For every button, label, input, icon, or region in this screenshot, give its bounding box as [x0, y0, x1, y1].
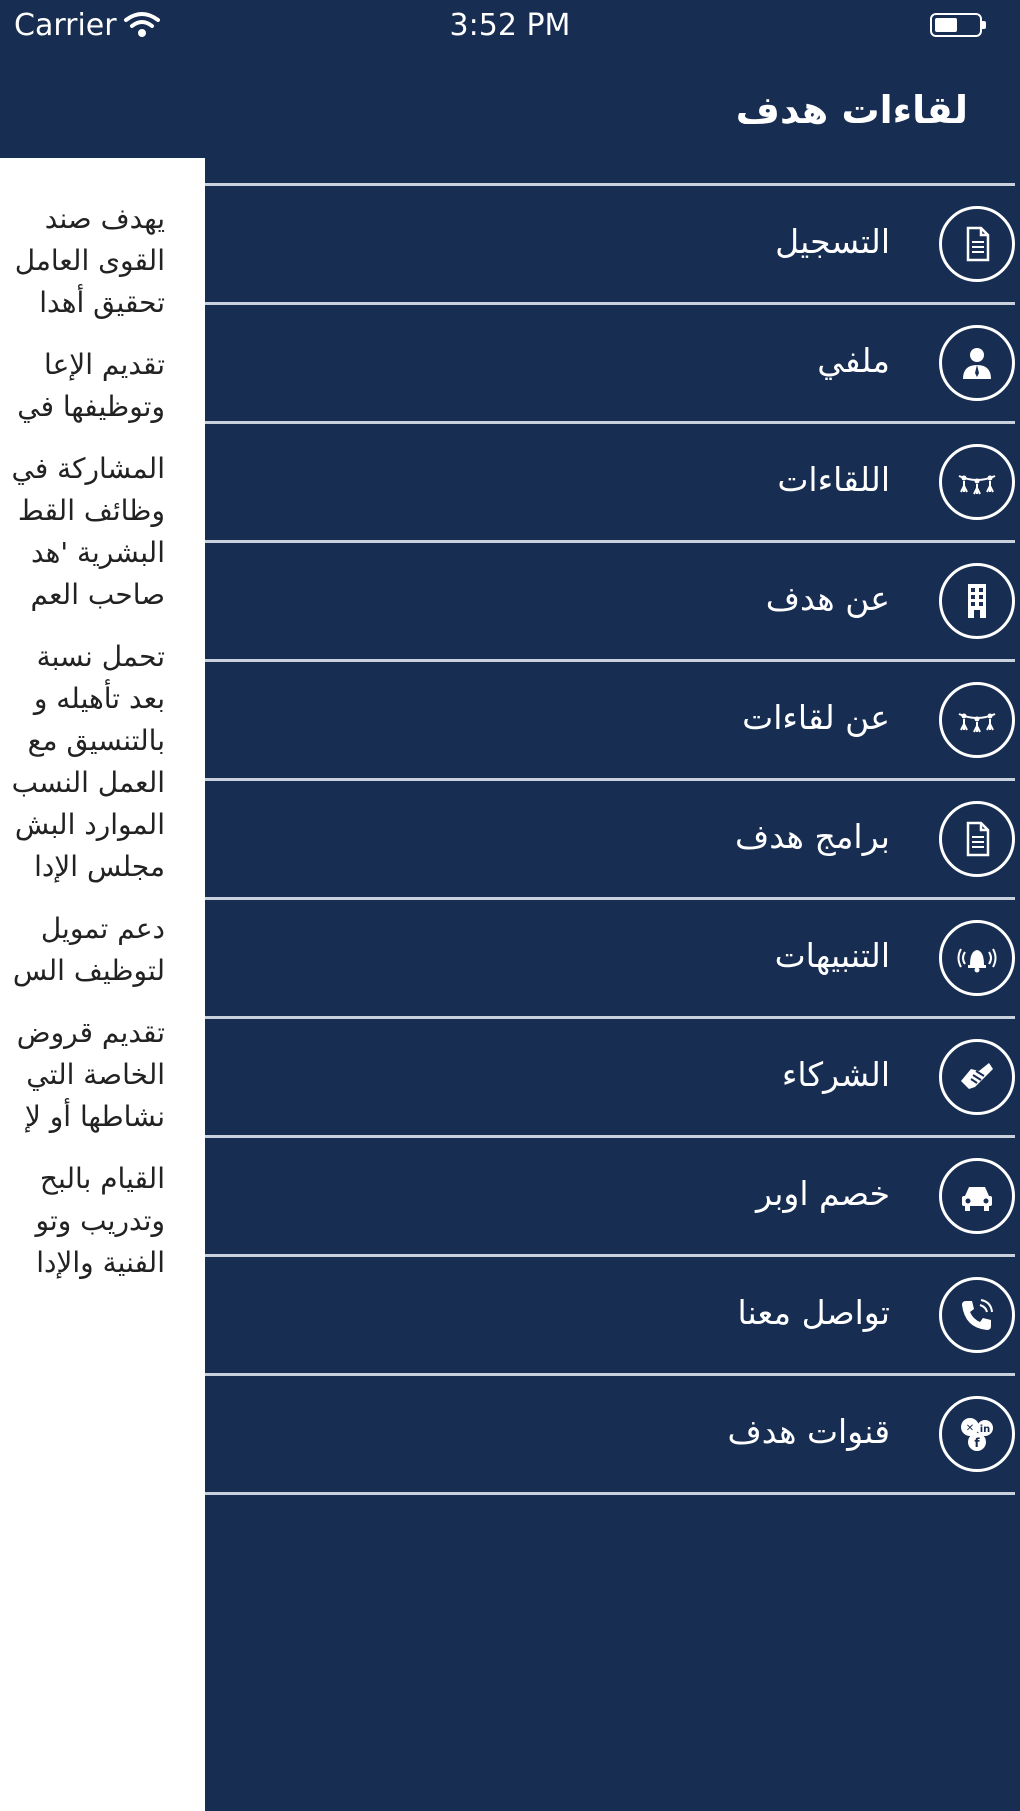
document-icon — [939, 801, 1015, 877]
svg-text:✕: ✕ — [965, 1423, 975, 1434]
content-paragraph — [0, 448, 165, 616]
menu-title — [205, 80, 1015, 160]
phone-icon — [939, 1277, 1015, 1353]
people-icon — [939, 444, 1015, 520]
content-line: تقديم قروض — [16, 1016, 165, 1049]
building-icon — [939, 563, 1015, 639]
menu-item[interactable] — [205, 1019, 1015, 1138]
carrier-label: Carrier — [14, 8, 117, 43]
menu-item[interactable] — [205, 1257, 1015, 1376]
content-paragraph — [0, 344, 165, 428]
menu-item[interactable] — [205, 900, 1015, 1019]
content-paragraph — [0, 908, 165, 992]
menu-item[interactable] — [205, 186, 1015, 305]
clock: 3:52 PM — [449, 8, 571, 43]
menu-item-label: التنبيهات — [774, 936, 890, 975]
content-paragraph — [0, 636, 165, 888]
user-icon — [939, 325, 1015, 401]
menu-item-label: عن هدف — [765, 579, 890, 618]
menu-item-label: عن لقاءات — [742, 698, 890, 737]
content-line: مجلس الإدا — [34, 850, 165, 883]
menu-item[interactable] — [205, 1376, 1015, 1495]
bell-icon — [939, 920, 1015, 996]
content-line: بالتنسيق مع — [27, 724, 165, 757]
content-text — [0, 198, 165, 1304]
content-line: صاحب العم — [30, 578, 165, 611]
menu-item-label: الشركاء — [781, 1055, 890, 1094]
content-line: لتوظيف الس — [12, 954, 165, 987]
menu-item-label: التسجيل — [775, 222, 890, 261]
content-line: القيام بالبح — [39, 1162, 165, 1195]
side-menu — [205, 183, 1015, 1495]
battery-icon — [930, 13, 982, 37]
menu-item-label: خصم اوبر — [756, 1174, 890, 1213]
content-paragraph — [0, 1012, 165, 1138]
content-paragraph — [0, 198, 165, 324]
menu-item[interactable] — [205, 305, 1015, 424]
social-icon — [939, 1396, 1015, 1472]
menu-item[interactable] — [205, 781, 1015, 900]
content-line: تحقيق أهدا — [39, 286, 165, 319]
menu-item-label: اللقاءات — [777, 460, 890, 499]
people-icon — [939, 682, 1015, 758]
menu-title-text: لقاءات هدف — [735, 88, 968, 132]
content-line: وتوظيفها في — [17, 390, 165, 423]
menu-item-label: تواصل معنا — [737, 1293, 890, 1332]
content-line: تقديم الإعا — [44, 348, 165, 381]
menu-item-label: ملفي — [817, 341, 890, 380]
content-line: نشاطها أو لإ — [24, 1100, 165, 1133]
content-line: الخاصة التي — [26, 1058, 165, 1091]
content-line: وتدريب وتو — [35, 1204, 165, 1237]
content-line: دعم تمويل — [40, 912, 165, 945]
content-line: تحمل نسبة — [36, 640, 165, 673]
content-line: بعد تأهيله و — [33, 682, 165, 715]
svg-text:in: in — [979, 1424, 991, 1435]
content-paragraph — [0, 1158, 165, 1284]
menu-item-label: برامج هدف — [735, 817, 890, 856]
menu-item-label: قنوات هدف — [727, 1412, 890, 1451]
content-line: العمل النسب — [11, 766, 165, 799]
content-line: البشرية 'هد — [30, 536, 165, 569]
status-bar — [0, 0, 1020, 54]
content-line: يهدف صند — [44, 202, 165, 235]
main-content-panel[interactable] — [0, 158, 205, 1811]
document-icon — [939, 206, 1015, 282]
content-line: الفنية والإدا — [36, 1246, 165, 1279]
handshake-icon — [939, 1039, 1015, 1115]
content-line: القوى العامل — [14, 244, 165, 277]
content-line: الموارد البش — [14, 808, 165, 841]
content-line: المشاركة في — [11, 452, 165, 485]
menu-item[interactable] — [205, 424, 1015, 543]
menu-item[interactable] — [205, 662, 1015, 781]
svg-text:f: f — [974, 1436, 980, 1450]
menu-item[interactable] — [205, 1138, 1015, 1257]
content-line: وظائف القط — [17, 494, 165, 527]
car-icon — [939, 1158, 1015, 1234]
menu-item[interactable] — [205, 543, 1015, 662]
